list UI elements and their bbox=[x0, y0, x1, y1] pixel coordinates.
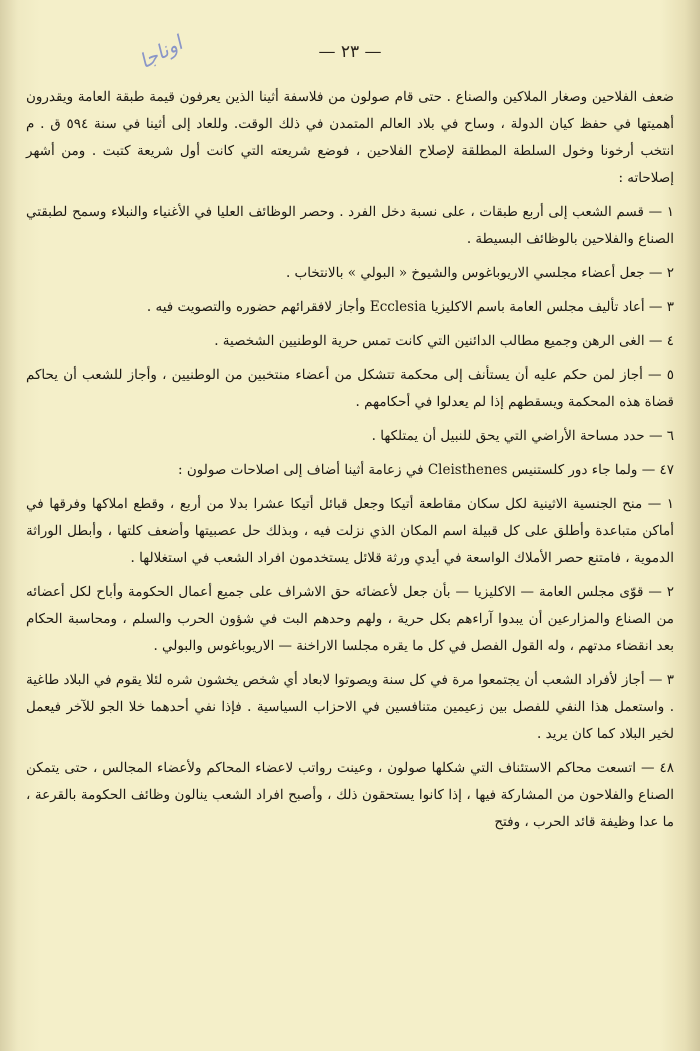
paragraph-cleisthenes-1: ١ — منح الجنسية الاثينية لكل سكان مقاطعة أتيكا وجعل قبائل أتيكا عشرا بدلا من أربع ، وقطع املاكها وفرقها في أماكن متباعدة وأطلق على كل قبيلة اسم المكان الذي نزلت فيه ، وبذلك حل عصبيتها وأضعف كلتها ، وأبطل الوراثة الدموية ، فامتنع حصر الأملاك الواسعة في أيدي ورثة قلائل يستخدمون افراد الشعب في استغلالها . bbox=[26, 496, 674, 566]
page-body bbox=[26, 84, 674, 843]
page-number: — ٢٣ — bbox=[318, 42, 382, 62]
paragraph-cleisthenes-2: ٢ — قوّى مجلس العامة — الاكليزيا — بأن جعل لأعضائه حق الاشراف على جميع أعمال الحكومة وأباح لكل أعضائه من الصناع والمزارعين أن يبدوا آراءهم بكل حرية ، ولهم وحدهم البت في شؤون الحرب والسلم ، ومحاسبة الحكام بعد انقضاء مدتهم ، وله القول الفصل في كل ما يقره مجلسا الاراخنة — الاريوباغوس والبولي . bbox=[26, 584, 674, 654]
paragraph-reform-1: ١ — قسم الشعب إلى أربع طبقات ، على نسبة دخل الفرد . وحصر الوظائف العليا في الأغنياء والنبلاء وسمح لطبقتي الصناع والفلاحين بالوظائف البسيطة . bbox=[26, 204, 674, 247]
paragraph-reform-4: ٤ — الغى الرهن وجميع مطالب الدائنين التي كانت تمس حرية الوطنيين الشخصية . bbox=[214, 333, 674, 349]
paragraph-section-47: ٤٧ — ولما جاء دور كلستنيس Cleisthenes في زعامة أثينا أضاف إلى اصلاحات صولون : bbox=[178, 462, 674, 478]
paragraph-reform-2: ٢ — جعل أعضاء مجلسي الاريوباغوس والشيوخ « البولي » بالانتخاب . bbox=[285, 265, 674, 281]
paragraph-reform-5: ٥ — أجاز لمن حكم عليه أن يستأنف إلى محكمة تتشكل من أعضاء منتخبين من الوطنيين ، وأجاز للشعب أن يحاكم قضاة هذه المحكمة ويسقطهم إذا لم يعدلوا في أحكامهم . bbox=[26, 367, 674, 410]
paragraph-intro: ضعف الفلاحين وصغار الملاكين والصناع . حتى قام صولون من فلاسفة أثينا الذين يعرفون قيمة طبقة العامة ويقدرون أهميتها في حفظ كيان الدولة ، وساح في بلاد العالم المتمدن في ذلك الوقت. وللعاد إلى أثينا في سنة ٥٩٤ ق . م انتخب أرخونا وخول السلطة المطلقة لإصلاح الفلاحين ، فوضع شريعته التي كانت أول شريعة كتبت . ومن أشهر إصلاحاته : bbox=[26, 89, 675, 186]
paragraph-cleisthenes-3: ٣ — أجاز لأفراد الشعب أن يجتمعوا مرة في كل سنة ويصوتوا لابعاد أي شخص يخشون شره لئلا يقوم في البلاد طاغية . واستعمل هذا النفي للفصل بين زعيمين متنافسين في الاحزاب السياسية . فإذا نفي أحدهما خلا الجو للآخر فيعمل لخير البلاد كما كان يريد . bbox=[26, 672, 674, 742]
paragraph-reform-3: ٣ — أعاد تأليف مجلس العامة باسم الاكليزيا Ecclesia وأجاز لافقرائهم حضوره والتصويت فيه . bbox=[146, 299, 674, 315]
handwritten-margin-note: اوناجا bbox=[135, 30, 187, 74]
paragraph-section-48: ٤٨ — اتسعت محاكم الاستئناف التي شكلها صولون ، وعينت رواتب لاعضاء المحاكم ولأعضاء المجالس ، حتى يتمكن الصناع والفلاحون من المشاركة فيها ، إذا كانوا يستحقون ذلك ، وأصبح افراد الشعب ينالون وظائف الحكومة بالقرعة ، ما عدا وظيفة قائد الحرب ، وفتح bbox=[26, 760, 674, 830]
paragraph-reform-6: ٦ — حدد مساحة الأراضي التي يحق للنبيل أن يمتلكها . bbox=[371, 428, 674, 444]
